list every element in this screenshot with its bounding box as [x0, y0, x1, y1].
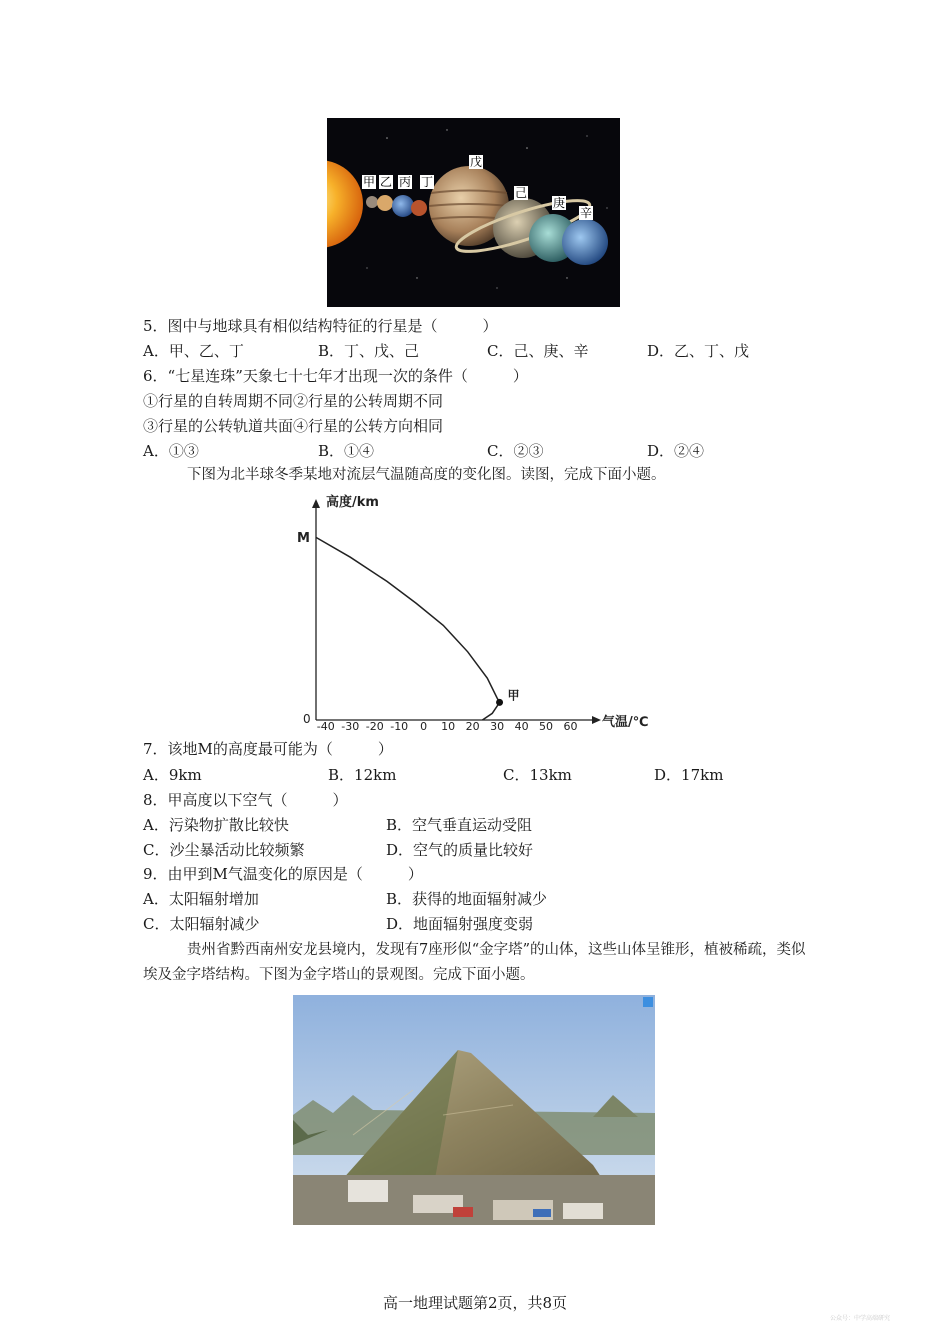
x-tick-label: -10	[390, 720, 409, 733]
temperature-curve	[316, 537, 500, 702]
page-footer: 高一地理试题第2页，共8页	[382, 1294, 568, 1312]
planet-label-wu: 戊	[470, 155, 483, 169]
planet-label-jia: 甲	[363, 175, 376, 189]
temperature-altitude-chart	[290, 490, 670, 735]
q7-option-d: D．17km	[654, 766, 724, 784]
q9-option-d: D．地面辐射强度变弱	[386, 915, 534, 933]
planet-label-ji: 己	[515, 186, 528, 200]
planets-illustration	[327, 118, 620, 307]
q6-statement-2: ③行星的公转轨道共面④行星的公转方向相同	[143, 417, 444, 435]
pyramid-landscape	[293, 995, 655, 1225]
x-tick-labels	[317, 720, 578, 733]
q6-stem: 6．“七星连珠”天象七十七年才出现一次的条件（ ）	[143, 367, 528, 385]
q6-option-b: B．①④	[318, 442, 375, 460]
x-axis-arrow	[592, 716, 601, 724]
neptune-shape	[562, 219, 608, 265]
photo-intro	[143, 938, 813, 988]
x-tick-label: -30	[341, 720, 360, 733]
x-tick-label: -40	[316, 720, 335, 733]
point-jia	[496, 699, 503, 706]
x-tick-label: 10	[441, 720, 456, 733]
planet-label-bing: 丙	[399, 175, 412, 189]
q5-stem: 5．图中与地球具有相似结构特征的行星是（ ）	[143, 317, 498, 335]
q8-option-a: A．污染物扩散比较快	[143, 816, 289, 834]
x-axis-label: 气温/℃	[602, 715, 649, 730]
planet-label-geng: 庚	[553, 196, 566, 210]
origin-label: 0	[303, 712, 311, 726]
q6-option-d: D．②④	[647, 442, 705, 460]
solar-system-image	[327, 118, 620, 307]
x-tick-label: 50	[539, 720, 554, 733]
q9-option-a: A．太阳辐射增加	[143, 890, 259, 908]
x-tick-label: 0	[420, 720, 428, 733]
y-axis-label: 高度/km	[326, 495, 379, 510]
surface-curve	[482, 702, 499, 720]
q6-statement-1: ①行星的自转周期不同②行星的公转周期不同	[143, 392, 444, 410]
q9-stem: 9．由甲到M气温变化的原因是（ ）	[143, 865, 423, 883]
q8-stem: 8．甲高度以下空气（ ）	[143, 791, 348, 809]
planet-label-yi: 乙	[380, 175, 393, 189]
q6-option-c: C．②③	[487, 442, 544, 460]
q7-option-c: C．13km	[503, 766, 572, 784]
q7-option-b: B．12km	[328, 766, 397, 784]
q5-option-b: B．丁、戊、己	[318, 342, 420, 360]
q9-option-b: B．获得的地面辐射减少	[386, 890, 548, 908]
x-tick-label: 30	[490, 720, 505, 733]
planet-label-xin: 辛	[580, 206, 593, 220]
mars-shape	[411, 200, 427, 216]
mercury-shape	[366, 196, 378, 208]
x-tick-label: 60	[563, 720, 578, 733]
photo-intro-text: 贵州省黔西南州安龙县境内，发现有7座形似“金字塔”的山体，这些山体呈锥形，植被稀疏，类似埃及金字塔结构。下图为金字塔山的景观图。完成下面小题。	[143, 942, 806, 983]
q8-option-c: C．沙尘暴活动比较频繁	[143, 841, 305, 859]
q9-option-c: C．太阳辐射减少	[143, 915, 260, 933]
q7-option-a: A．9km	[143, 766, 202, 784]
watermark: 公众号：中学高端研究	[829, 1315, 890, 1322]
chart-intro-text: 下图为北半球冬季某地对流层气温随高度的变化图。读图，完成下面小题。	[187, 467, 666, 483]
planet-label-ding: 丁	[421, 175, 434, 189]
y-axis-arrow	[312, 499, 320, 508]
q5-option-a: A．甲、乙、丁	[143, 342, 244, 360]
q6-option-a: A．①③	[143, 442, 199, 460]
pyramid-mountain-photo	[293, 995, 655, 1225]
q5-option-d: D．乙、丁、戊	[647, 342, 750, 360]
q5-option-c: C．己、庚、辛	[487, 342, 589, 360]
chart-intro	[143, 463, 813, 488]
point-jia-label: 甲	[507, 688, 520, 703]
q7-stem: 7．该地M的高度最可能为（ ）	[143, 740, 393, 758]
m-label: M	[297, 531, 310, 546]
q8-option-d: D．空气的质量比较好	[386, 841, 534, 859]
earth-shape	[392, 195, 414, 217]
x-tick-label: -20	[365, 720, 384, 733]
q8-option-b: B．空气垂直运动受阻	[386, 816, 533, 834]
x-tick-label: 40	[514, 720, 529, 733]
x-tick-label: 20	[465, 720, 480, 733]
venus-shape	[377, 195, 393, 211]
